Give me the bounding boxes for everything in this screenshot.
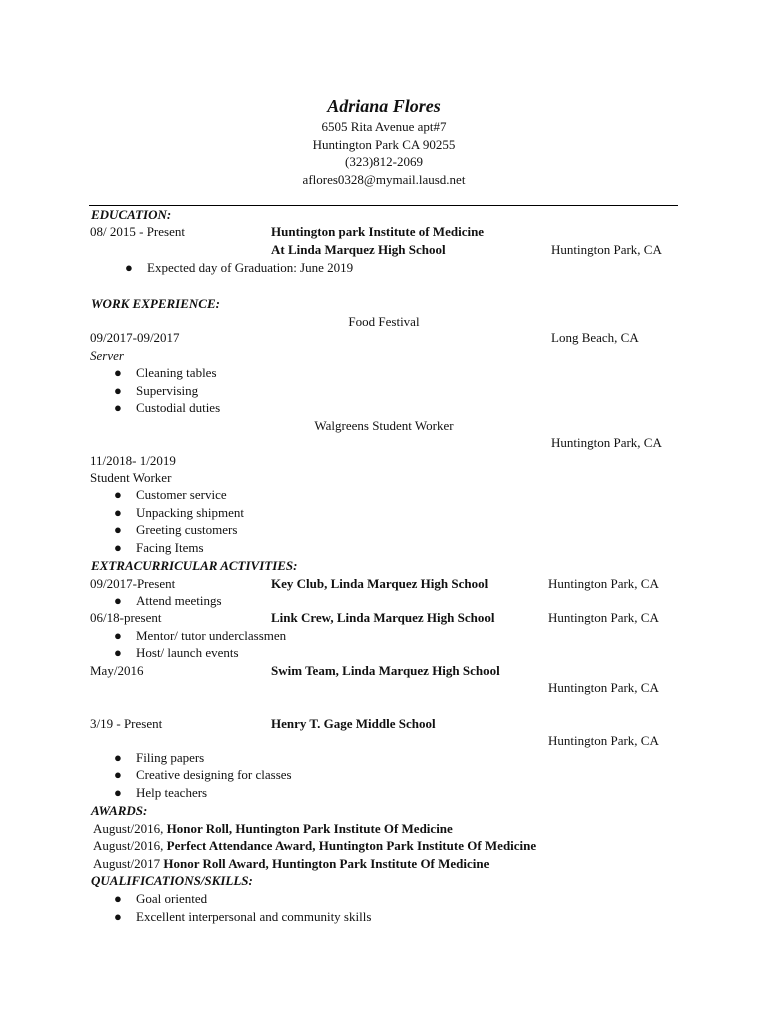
activity-location: Huntington Park, CA: [548, 610, 659, 625]
award-date: August/2017: [93, 856, 161, 871]
bullet-text: Creative designing for classes: [136, 767, 292, 782]
job2-bullet: [114, 505, 244, 521]
award-title: Honor Roll, Huntington Park Institute Of Medicine: [166, 821, 453, 836]
bullet-text: Host/ launch events: [136, 645, 239, 660]
education-date: 08/ 2015 - Present: [90, 224, 185, 239]
award-date: August/2016,: [93, 838, 164, 853]
job1-bullet: [114, 400, 220, 416]
activity-org: Henry T. Gage Middle School: [271, 716, 436, 731]
bullet-icon: ●: [114, 645, 122, 660]
activity-date: May/2016: [90, 663, 144, 678]
bullet-icon: ●: [114, 628, 122, 643]
bullet-icon: ●: [114, 909, 122, 924]
bullet-icon: ●: [114, 750, 122, 765]
education-location: Huntington Park, CA: [551, 242, 662, 257]
activity-org: Key Club, Linda Marquez High School: [271, 576, 489, 591]
activity-bullet: [114, 628, 286, 644]
activity-date: 09/2017-Present: [90, 576, 176, 591]
education-school-line1: Huntington park Institute of Medicine: [271, 224, 485, 239]
activity-bullet: [114, 767, 292, 783]
education-heading: EDUCATION:: [91, 207, 172, 222]
activity-date: 3/19 - Present: [90, 716, 163, 731]
bullet-text: Cleaning tables: [136, 365, 217, 380]
award-item: [93, 856, 489, 872]
activity-bullet: [114, 785, 207, 801]
phone-number: (323)812-2069: [345, 154, 423, 169]
bullet-text: Filing papers: [136, 750, 205, 765]
job1-role: Server: [90, 348, 124, 363]
bullet-icon: ●: [114, 593, 122, 608]
activity-date: 06/18-present: [90, 610, 162, 625]
bullet-text: Custodial duties: [136, 400, 221, 415]
header-divider: [89, 205, 678, 206]
email-address: aflores0328@mymail.lausd.net: [302, 172, 466, 187]
address-line-2: Huntington Park CA 90255: [312, 137, 456, 152]
job2-bullet: [114, 522, 237, 538]
bullet-text: Attend meetings: [136, 593, 222, 608]
activity-org: Link Crew, Linda Marquez High School: [271, 610, 495, 625]
bullet-icon: ●: [114, 522, 122, 537]
activity-location: Huntington Park, CA: [548, 576, 659, 591]
bullet-icon: ●: [114, 365, 122, 380]
awards-heading: AWARDS:: [91, 803, 148, 818]
bullet-text: Supervising: [136, 383, 199, 398]
job1-bullet: [114, 365, 217, 381]
bullet-text: Help teachers: [136, 785, 208, 800]
activity-bullet: [114, 593, 222, 609]
work-heading: WORK EXPERIENCE:: [91, 296, 220, 311]
bullet-text: Greeting customers: [136, 522, 238, 537]
bullet-icon: ●: [114, 487, 122, 502]
education-school-line2: At Linda Marquez High School: [271, 242, 446, 257]
bullet-icon: ●: [114, 767, 122, 782]
extracurricular-heading: EXTRACURRICULAR ACTIVITIES:: [91, 558, 298, 573]
skill-bullet: [114, 909, 371, 925]
bullet-icon: ●: [114, 505, 122, 520]
resume-name: Adriana Flores: [327, 96, 441, 116]
skill-bullet: [114, 891, 207, 907]
job1-date: 09/2017-09/2017: [90, 330, 180, 345]
job2-title: Walgreens Student Worker: [314, 418, 454, 433]
job2-bullet: [114, 487, 227, 503]
bullet-icon: ●: [114, 400, 122, 415]
job2-bullet: [114, 540, 204, 556]
bullet-icon: ●: [114, 891, 122, 906]
job2-date: 11/2018- 1/2019: [90, 453, 176, 468]
bullet-text: Excellent interpersonal and community skills: [136, 909, 372, 924]
job1-location: Long Beach, CA: [551, 330, 639, 345]
bullet-icon: ●: [114, 785, 122, 800]
bullet-text: Customer service: [136, 487, 227, 502]
bullet-icon: ●: [125, 260, 133, 275]
job1-title: Food Festival: [348, 314, 420, 329]
job2-location: Huntington Park, CA: [551, 435, 662, 450]
award-item: [93, 821, 453, 837]
job2-role: Student Worker: [90, 470, 172, 485]
bullet-icon: ●: [114, 540, 122, 555]
activity-bullet: [114, 750, 204, 766]
activity-bullet: [114, 645, 239, 661]
education-bullet: [125, 260, 353, 276]
bullet-icon: ●: [114, 383, 122, 398]
award-title: Perfect Attendance Award, Huntington Park Institute Of Medicine: [166, 838, 537, 853]
bullet-text: Unpacking shipment: [136, 505, 244, 520]
activity-location: Huntington Park, CA: [548, 680, 659, 695]
award-date: August/2016,: [93, 821, 164, 836]
award-item: [93, 838, 536, 854]
bullet-text: Expected day of Graduation: June 2019: [147, 260, 354, 275]
bullet-text: Mentor/ tutor underclassmen: [136, 628, 287, 643]
job1-bullet: [114, 383, 198, 399]
award-title: Honor Roll Award, Huntington Park Institute Of Medicine: [163, 856, 490, 871]
activity-org: Swim Team, Linda Marquez High School: [271, 663, 500, 678]
address-line-1: 6505 Rita Avenue apt#7: [321, 119, 447, 134]
bullet-text: Goal oriented: [136, 891, 208, 906]
skills-heading: QUALIFICATIONS/SKILLS:: [91, 873, 253, 888]
activity-location: Huntington Park, CA: [548, 733, 659, 748]
bullet-text: Facing Items: [136, 540, 204, 555]
